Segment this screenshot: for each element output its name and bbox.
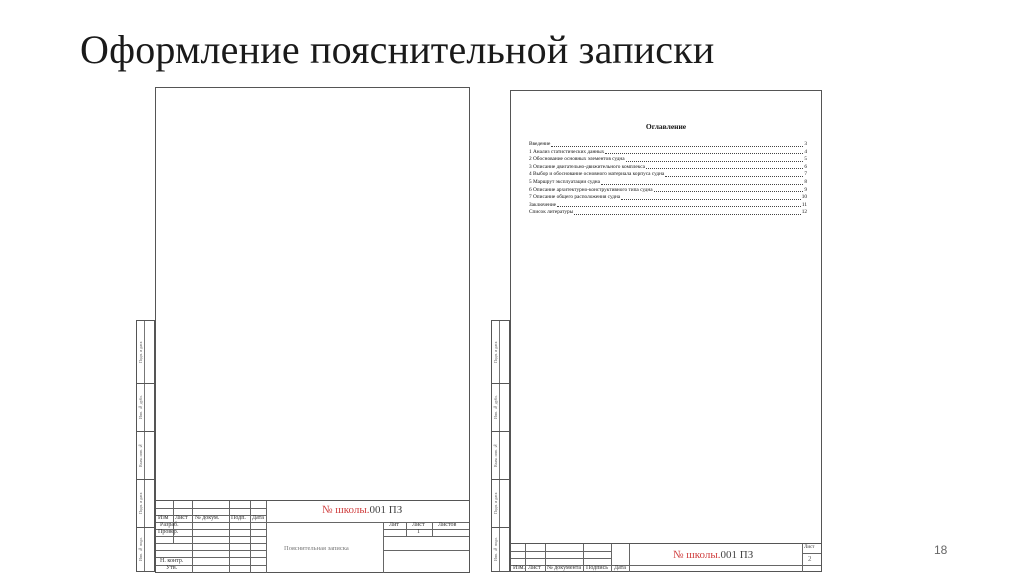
document-name: Пояснительная записка	[284, 545, 349, 552]
role-label: Провер.	[158, 529, 179, 535]
toc-entry: 7 Описание общего расположения судна 10	[529, 194, 807, 201]
column-label: Лист	[175, 515, 188, 521]
column-label: № документа	[547, 565, 582, 571]
role-label: Н. контр.	[160, 558, 184, 564]
column-label: Изм	[158, 515, 169, 521]
table-of-contents	[529, 141, 807, 217]
column-label: Подпись	[586, 565, 609, 571]
column-label: Подп.	[231, 515, 246, 521]
strip-label: Подп. и дата	[493, 492, 498, 514]
column-label: Дата	[252, 515, 264, 521]
binding-strip-right	[491, 320, 510, 572]
strip-label: Инв. № дубл.	[493, 395, 498, 419]
toc-entry: Список литературы 12	[529, 209, 807, 216]
slide-number: 18	[934, 543, 948, 557]
role-label: Разраб.	[160, 522, 179, 528]
toc-entry: 5 Маршрут эксплуатации судна 8	[529, 178, 807, 185]
document-code-suffix: 001 ПЗ	[720, 549, 754, 561]
sheet-label: Лист	[412, 522, 425, 528]
strip-label: Подп. и дата	[138, 341, 143, 363]
contents-sheet	[510, 90, 822, 572]
school-number: № школы.	[673, 549, 721, 561]
title-block	[511, 543, 821, 572]
strip-label: Взам. инв. №	[138, 443, 143, 467]
column-label: Дата	[614, 565, 626, 571]
sheet-number: 2	[808, 555, 812, 563]
stage-label: Лит	[389, 522, 399, 528]
sheets-total-label: Листов	[438, 522, 457, 528]
toc-entry: 6 Описание архитектурно-конструктивного типа судна 9	[529, 186, 807, 193]
strip-label: Взам. инв. №	[493, 443, 498, 467]
toc-entry: 3 Описание двигательно-движительного комплекса 6	[529, 163, 807, 170]
toc-entry: 1 Анализ статистических данных 4	[529, 148, 807, 155]
document-code	[322, 504, 402, 516]
role-label: Утв.	[166, 565, 178, 571]
toc-entry: 4 Выбор и обоснование основного материала корпуса судна 7	[529, 171, 807, 178]
strip-label: Инв. № дубл.	[138, 395, 143, 419]
toc-entry: Заключение 11	[529, 201, 807, 208]
blank-sheet	[155, 87, 470, 573]
strip-label: Подп. и дата	[493, 341, 498, 363]
strip-label: Инв. № подл.	[138, 537, 143, 561]
slide-title: Оформление пояснительной записки	[80, 27, 715, 72]
strip-label: Инв. № подл.	[493, 537, 498, 561]
strip-label: Подп. и дата	[138, 492, 143, 514]
document-code-suffix: 001 ПЗ	[369, 504, 403, 516]
toc-entry: Введение 3	[529, 141, 807, 147]
title-block	[156, 500, 469, 573]
sheet-label: Лист	[804, 545, 815, 550]
binding-strip-left	[136, 320, 155, 572]
sheet-number: 1	[417, 529, 420, 535]
toc-title: Оглавление	[645, 122, 687, 131]
toc-entry: 2 Обоснование основных элементов судна 5	[529, 156, 807, 163]
school-number: № школы.	[322, 504, 370, 516]
column-label: Изм.	[513, 565, 525, 571]
document-code	[673, 549, 753, 561]
column-label: Лист	[528, 565, 541, 571]
column-label: № докум.	[195, 515, 220, 521]
